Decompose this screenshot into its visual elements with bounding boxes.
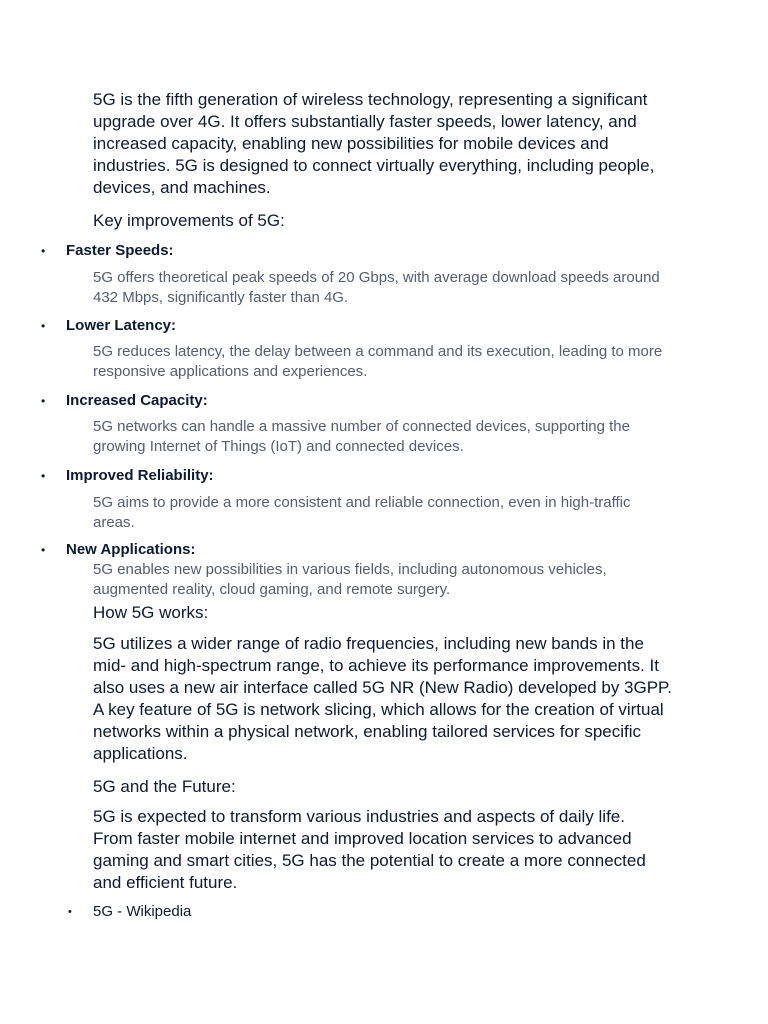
improvement-title-lower-latency: Lower Latency: xyxy=(66,317,177,334)
improvement-desc-new-applications: 5G enables new possibilities in various fields, including autonomous vehicles, augmented reality, cloud gaming, and remote surgery. xyxy=(93,561,607,598)
improvement-title-increased-capacity: Increased Capacity: xyxy=(66,392,208,409)
improvement-title-faster-speeds: Faster Speeds: xyxy=(66,242,174,259)
how-5g-works-heading: How 5G works: xyxy=(93,603,209,622)
improvement-title-new-applications: New Applications: xyxy=(66,541,196,558)
bullet-icon: • xyxy=(41,394,46,408)
future-paragraph: 5G is expected to transform various industries and aspects of daily life. From faster mobile internet and improved location services to advanced gaming and smart cities, 5G has the potential to create a more connected and efficient future. xyxy=(93,807,646,892)
improvement-desc-lower-latency: 5G reduces latency, the delay between a command and its execution, leading to more responsive applications and experiences. xyxy=(93,343,663,380)
future-heading: 5G and the Future: xyxy=(93,777,236,796)
source-link-wikipedia[interactable]: 5G - Wikipedia xyxy=(93,903,192,920)
bullet-icon: • xyxy=(41,469,46,483)
intro-paragraph: 5G is the fifth generation of wireless technology, representing a significant upgrade over 4G. It offers substantially faster speeds, lower latency, and increased capacity, enabling new possibilities for mobile devices and industries. 5G is designed to connect virtually everything, including people, devices, and machines. xyxy=(93,90,655,197)
bullet-icon: • xyxy=(41,319,46,333)
improvement-desc-faster-speeds: 5G offers theoretical peak speeds of 20 Gbps, with average download speeds around 432 Mbps, significantly faster than 4G. xyxy=(93,269,660,306)
how-5g-works-paragraph: 5G utilizes a wider range of radio frequencies, including new bands in the mid- and high-spectrum range, to achieve its performance improvements. It also uses a new air interface called 5G NR (New Radio) developed by 3GPP. A key feature of 5G is network slicing, which allows for the creation of virtual networks within a physical network, enabling tailored services for specific applications. xyxy=(93,634,672,763)
improvement-desc-improved-reliability: 5G aims to provide a more consistent and reliable connection, even in high-traffic areas. xyxy=(93,494,631,531)
improvement-desc-increased-capacity: 5G networks can handle a massive number of connected devices, supporting the growing Internet of Things (IoT) and connected devices. xyxy=(93,418,630,455)
bullet-icon: • xyxy=(41,244,46,258)
bullet-icon: • xyxy=(41,543,46,557)
key-improvements-heading: Key improvements of 5G: xyxy=(93,211,285,230)
bullet-icon: • xyxy=(68,906,72,918)
improvement-title-improved-reliability: Improved Reliability: xyxy=(66,467,214,484)
